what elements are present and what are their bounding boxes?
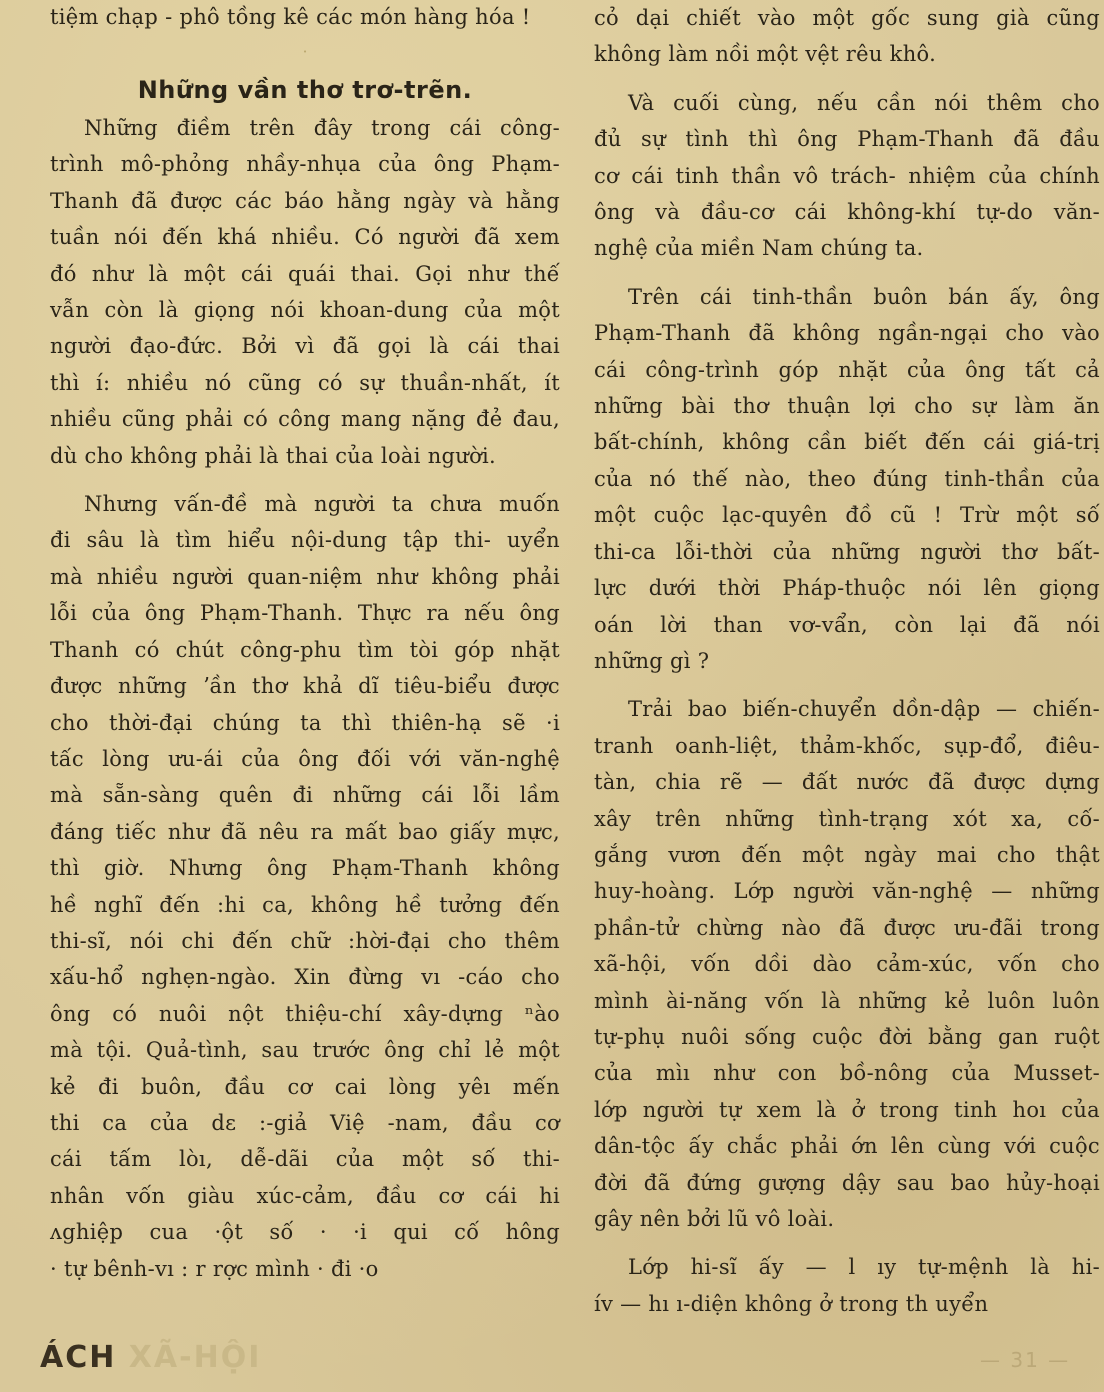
page-number: — 31 — [980, 1348, 1071, 1372]
text-line: cỏ dại chiết vào một gốc sung già cũng [594, 6, 1100, 30]
text-line: của mìı như con bồ-nông của Musset- [594, 1061, 1100, 1086]
text-line: người đạo-đức. Bởi vì đã gọi là cái thai [50, 334, 560, 359]
paragraph-gap [594, 267, 1100, 279]
text-line: tiệm chạp - phô tồng kê các món hàng hóa ! [50, 5, 531, 29]
text-line: đi sâu là tìm hiểu nội-dung tập thi- uyển [50, 528, 560, 553]
text-line: Trên cái tinh-thần buôn bán ấy, ông [628, 284, 1100, 309]
top-line [50, 0, 560, 34]
text-line: của nó thế nào, theo đúng tinh-thần của [594, 466, 1100, 491]
text-line: tấc lòng ưu-ái của ông đối với văn-nghệ [50, 746, 560, 771]
text-line: nhân vốn giàu xúc-cảm, đầu cơ cái hi [50, 1183, 560, 1208]
text-line: xã-hội, vốn dồi dào cảm-xúc, vốn cho [594, 952, 1100, 977]
text-line: mình ài-năng vốn là những kẻ luôn luôn [594, 988, 1100, 1013]
text-line: tàn, chia rẽ — đất nước đã được dựng [594, 770, 1100, 795]
text-line: cho thời-đại chúng ta thì thiên-hạ sẽ ·i [50, 710, 560, 735]
text-line: nhiều cũng phải có công mang nặng đẻ đau, [50, 407, 560, 432]
text-line: lớp người tự xem là ở trong tinh hoı của [594, 1097, 1100, 1122]
text-line: những bài thơ thuận lợi cho sự làm ăn [594, 394, 1100, 419]
text-line: bất-chính, không cần biết đến cái giá-trị [594, 430, 1100, 455]
text-line: ív — hı ı-diện không ở trong th uyển [594, 1291, 989, 1316]
text-line: mà tội. Quả-tình, sau trước ông chỉ lẻ một [50, 1038, 560, 1063]
text-line: gắng vươn đến một ngày mai cho thật [594, 842, 1100, 867]
text-line: hề nghĩ đến :hi ca, không hề tưởng đến [50, 892, 560, 917]
paragraph [594, 279, 1100, 679]
paragraph [594, 85, 1100, 267]
text-line: đủ sự tình thì ông Phạm-Thanh đã đầu [594, 127, 1100, 152]
text-line: xây trên những tình-trạng xót xa, cố- [594, 806, 1100, 831]
text-line: mà sẵn-sàng quên đi những cái lỗi lầm [50, 783, 560, 808]
text-line: dù cho không phải là thai của loài người. [50, 443, 497, 468]
text-line: thì giờ. Nhưng ông Phạm-Thanh không [50, 856, 560, 881]
text-line: những gì ? [594, 648, 710, 673]
text-line: thi-sĩ, nói chi đến chữ :hời-đại cho thêm [50, 928, 560, 953]
text-line: Và cuối cùng, nếu cần nói thêm cho [628, 90, 1100, 115]
text-line: lỗi của ông Phạm-Thanh. Thực ra nếu ông [50, 601, 560, 626]
text-line: kẻ đi buôn, đầu cơ cai lòng yêı mến [50, 1074, 560, 1099]
text-line: Thanh đã được các báo hằng ngày và hằng [50, 188, 560, 213]
paragraph [594, 0, 1100, 73]
text-line: tranh oanh-liệt, thảm-khốc, sụp-đổ, điêu- [594, 733, 1100, 758]
paragraph [594, 1249, 1100, 1322]
text-line: tuần nói đến khá nhiều. Có người đã xem [50, 225, 560, 250]
text-line: cái công-trình góp nhặt của ông tất cả [594, 357, 1100, 382]
text-line: ông có nuôi nột thiệu-chí xây-dựng ⁿào [50, 1001, 560, 1026]
text-line: · tự bênh-vı : r rợc mình · đi ·o [50, 1256, 379, 1281]
paragraph [594, 691, 1100, 1237]
left-paragraphs [50, 110, 560, 1287]
text-line: đời đã đứng gượng dậy sau bao hủy-hoại [594, 1170, 1100, 1195]
section-ornament: · [302, 42, 308, 61]
footer-magazine-name [40, 1340, 261, 1375]
text-line: cái tấm lòı‚ dễ-dãi của một số thi- [50, 1147, 560, 1172]
footer-left-text: ÁCH [40, 1340, 117, 1375]
text-line: thi ca của dɛ :-giả Việ -nam, đầu cơ [50, 1110, 560, 1135]
text-line: dân-tộc ấy chắc phải ớn lên cùng với cuộc [594, 1134, 1100, 1159]
paragraph-gap [594, 679, 1100, 691]
text-line: Trải bao biến-chuyển dồn-dập — chiến- [628, 697, 1100, 722]
text-line: cơ cái tinh thần vô trách- nhiệm của chính [594, 163, 1100, 188]
text-line: nghệ của miền Nam chúng ta. [594, 236, 924, 261]
right-column [594, 0, 1100, 1322]
paragraph [50, 110, 560, 474]
text-line: một cuộc lạc-quyên đồ cũ ! Trừ một số [594, 503, 1100, 528]
paragraph-gap [594, 1237, 1100, 1249]
section-title: Những vần thơ trơ-trẽn. [137, 76, 473, 104]
right-paragraphs [594, 0, 1100, 1322]
text-line: oán lời than vơ-vẩn, còn lại đã nói [594, 612, 1100, 637]
paragraph [50, 486, 560, 1287]
text-line: xấu-hổ nghẹn-ngào. Xin đừng vı -cáo cho [50, 965, 560, 990]
footer-left-faded: XÃ-HỘI [128, 1340, 262, 1375]
text-line: đó như là một cái quái thai. Gọi như thế [50, 261, 560, 286]
text-line: Nhưng vấn-đề mà người ta chưa muốn [84, 492, 560, 517]
text-line: huy-hoàng. Lớp người văn-nghệ — những [594, 879, 1100, 904]
left-column [50, 0, 560, 1287]
text-line: được những ʼần thơ khả dĩ tiêu-biểu được [50, 674, 560, 699]
text-line: tự-phụ nuôi sống cuộc đời bằng gan ruột [594, 1024, 1100, 1049]
text-line: Những điềm trên đây trong cái công- [84, 116, 560, 140]
text-line: Phạm-Thanh đã không ngần-ngại cho vào [594, 321, 1100, 346]
text-line: thi-ca lỗi-thời của những người thơ bất- [594, 539, 1100, 564]
text-line: trình mô-phỏng nhầy-nhụa của ông Phạm- [50, 152, 560, 177]
text-line: không làm nồi một vệt rêu khô. [594, 42, 937, 67]
text-line: đáng tiếc như đã nêu ra mất bao giấy mực, [50, 819, 560, 844]
text-line: phần-tử chừng nào đã được ưu-đãi trong [594, 915, 1100, 940]
text-line: gây nên bởi lũ vô loài. [594, 1207, 835, 1231]
paragraph-gap [50, 474, 560, 486]
text-line: thì í: nhiều nó cũng có sự thuần-nhất, ít [50, 370, 560, 395]
text-line: Lớp hi-sĩ ấy — l ıy tự-mệnh là hi- [628, 1255, 1100, 1280]
text-line: ʌghiệp cua ·ột số · ·i qui cố hông [50, 1220, 560, 1245]
paragraph-gap [594, 73, 1100, 85]
text-line: vẫn còn là giọng nói khoan-dung của một [50, 298, 560, 323]
text-line: Thanh có chút công-phu tìm tòi góp nhặt [50, 637, 560, 662]
text-line: lực dưới thời Pháp-thuộc nói lên giọng [594, 576, 1100, 601]
text-line: ông và đầu-cơ cái không-khí tự-do văn- [594, 200, 1100, 225]
text-line: mà nhiều người quan-niệm như không phải [50, 564, 560, 589]
